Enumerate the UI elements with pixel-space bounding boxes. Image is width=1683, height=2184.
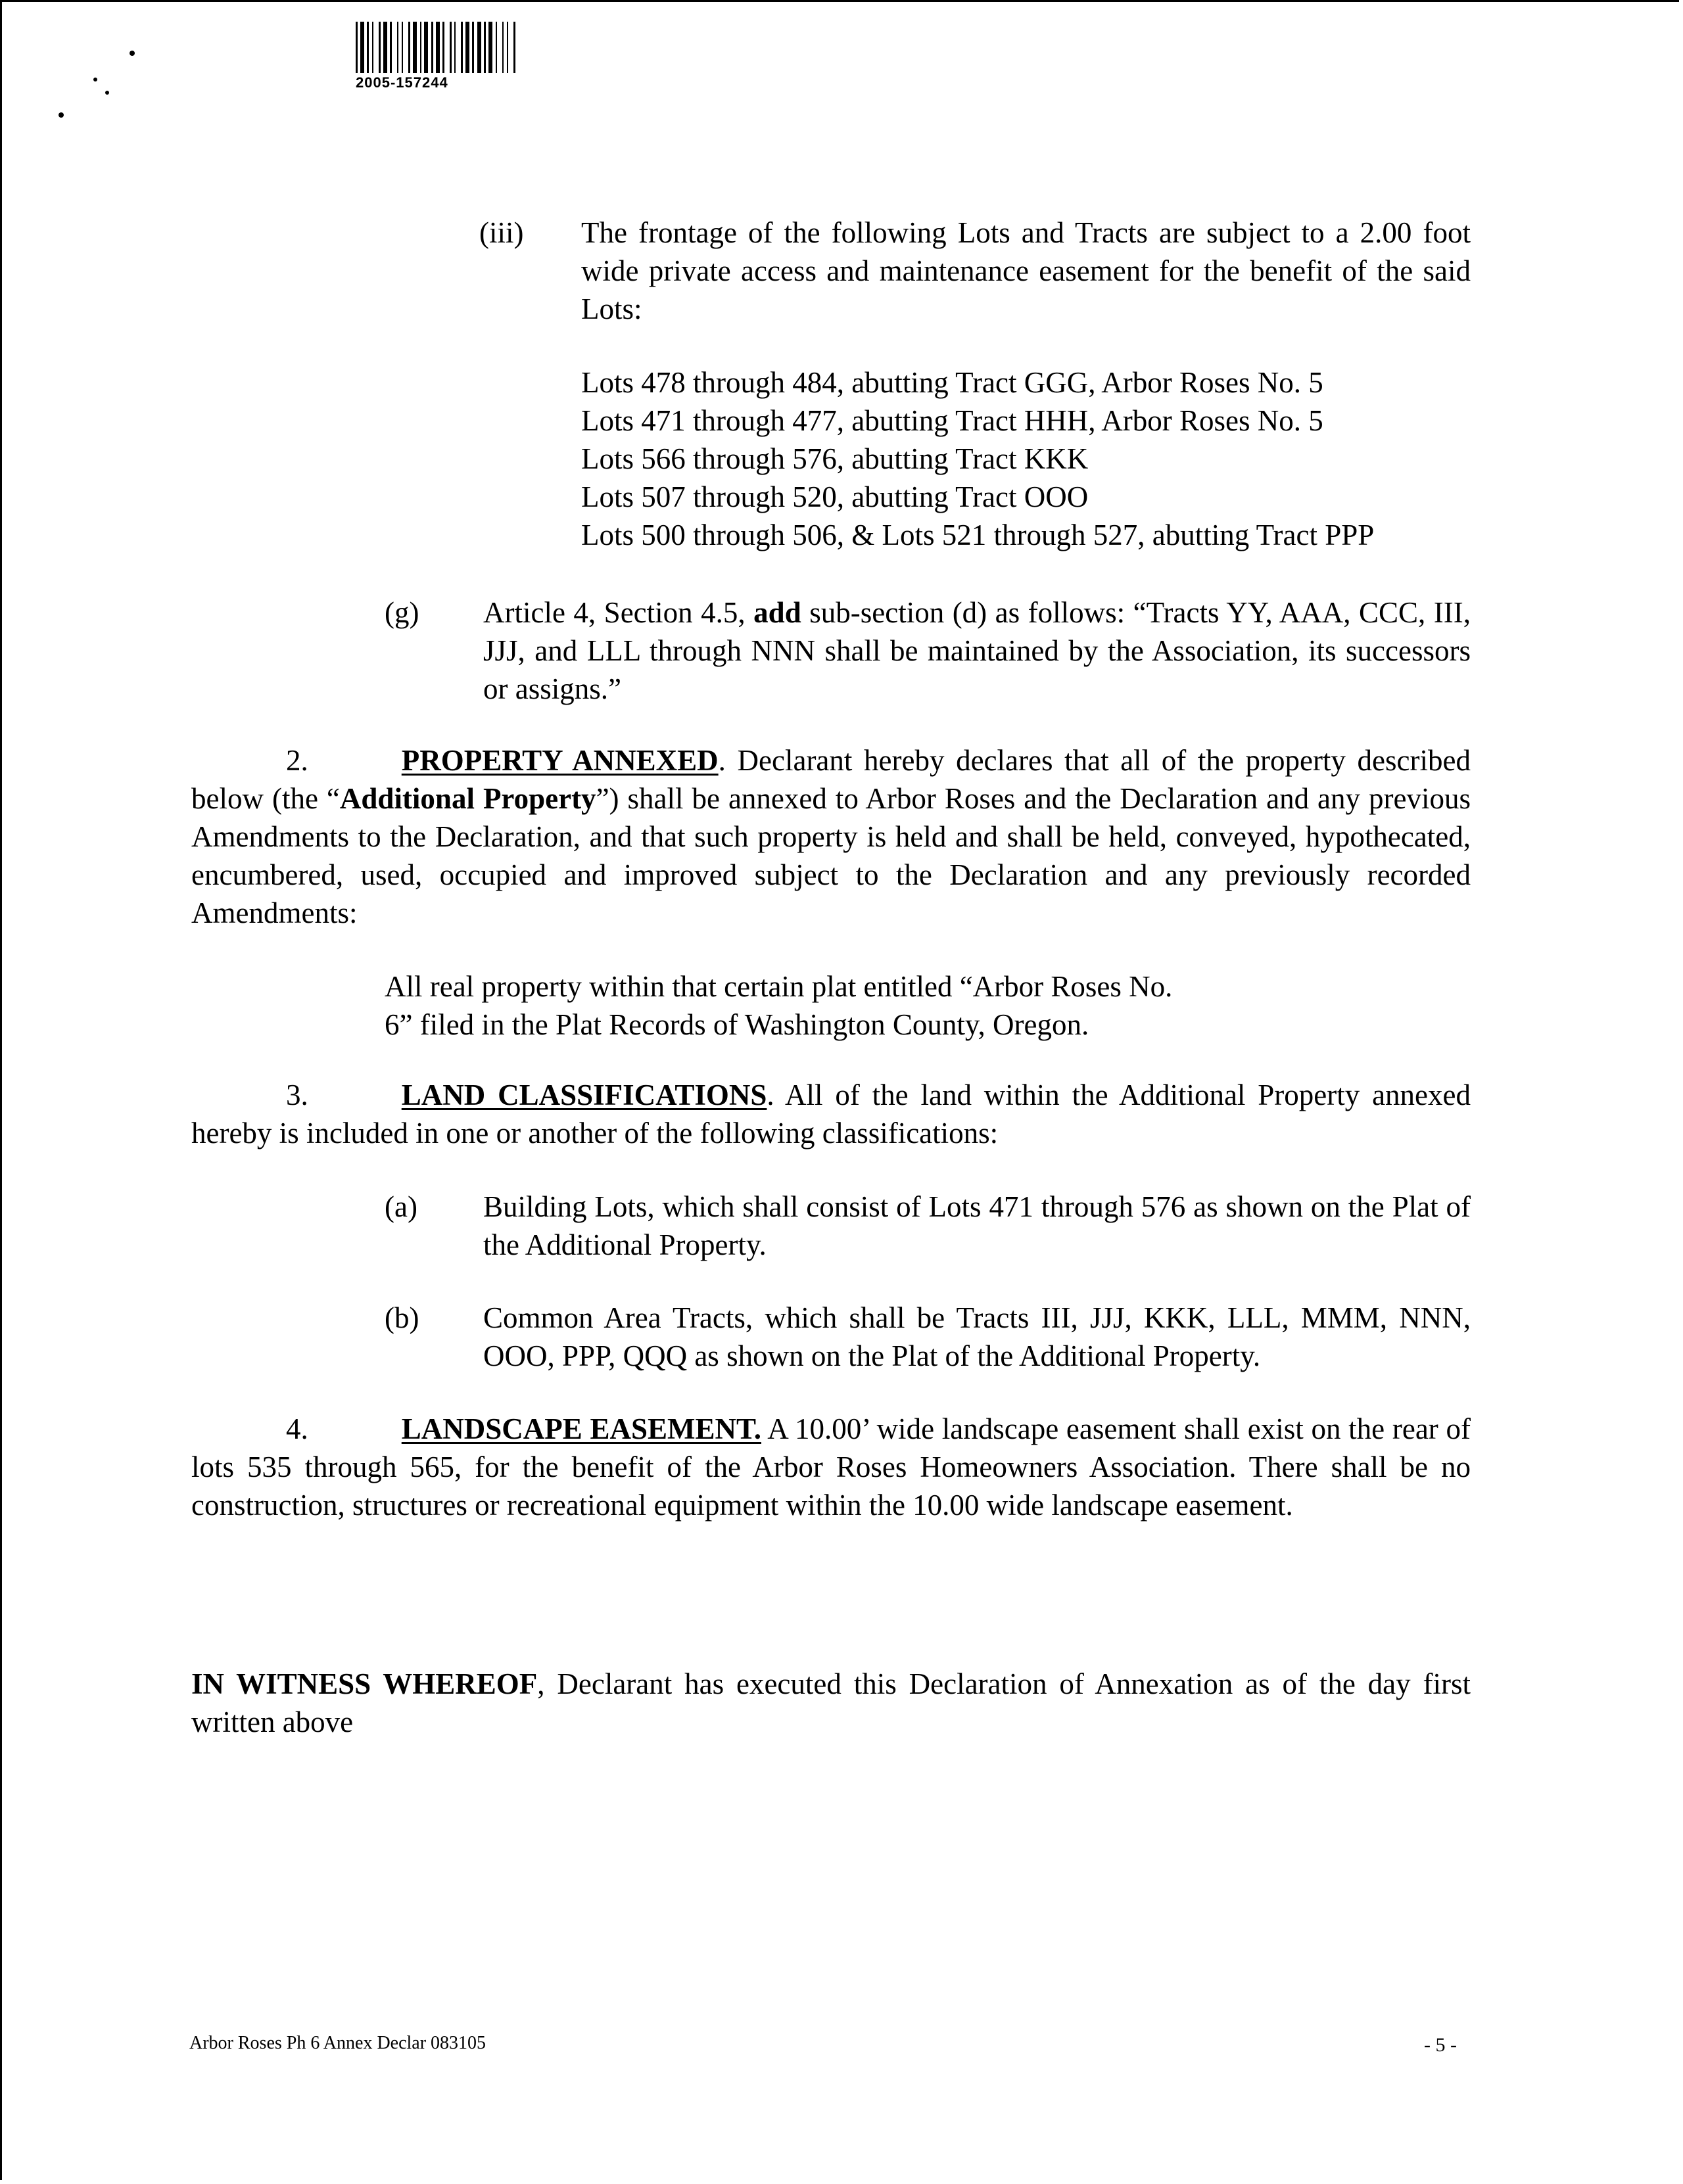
list-item: Lots 471 through 477, abutting Tract HHH, Arbor Roses No. 5 [581, 404, 1323, 437]
section-2-heading: PROPERTY ANNEXED [401, 744, 719, 777]
item-g-label: (g) [385, 596, 419, 629]
section-3-number: 3. [286, 1079, 308, 1111]
plat-reference: All real property within that certain plat entitled “Arbor Roses No. 6” filed in the Plat Records of Washington County, Oregon. [385, 970, 1173, 1041]
record-barcode [356, 22, 665, 91]
item-a-text: Building Lots, which shall consist of Lots 471 through 576 as shown on the Plat of the Additional Property. [483, 1190, 1471, 1261]
page-number: - 5 - [1424, 2034, 1457, 2056]
record-number: 2005-157244 [356, 74, 448, 91]
list-item: Lots 478 through 484, abutting Tract GGG, Arbor Roses No. 5 [581, 366, 1323, 399]
barcode-icon [356, 22, 665, 74]
item-a-label: (a) [385, 1190, 417, 1223]
section-4-number: 4. [286, 1412, 308, 1445]
section-4-heading: LANDSCAPE EASEMENT. [401, 1412, 761, 1445]
witness-clause: IN WITNESS WHEREOF, Declarant has executed this Declaration of Annexation as of the day first written above [191, 1667, 1471, 1738]
scan-specks-icon [41, 35, 147, 120]
item-b-label: (b) [385, 1301, 419, 1334]
section-2-paragraph: 2. PROPERTY ANNEXED. Declarant hereby declares that all of the property described below (the “Additional Property”) shall be annexed to Arbor Roses and the Declaration and any previous Amendments to the Declaration, and that such property is held and shall be held, conveyed, hypothecated, encumbered, used, occupied and improved subject to the Declaration and any previously recorded Amendments: [191, 744, 1471, 929]
section-3-paragraph: 3. LAND CLASSIFICATIONS. All of the land within the Additional Property annexed hereby is included in one or another of the following classifications: [191, 1079, 1471, 1150]
subitem-iii-text: The frontage of the following Lots and Tracts are subject to a 2.00 foot wide private access and maintenance easement for the benefit of the said Lots: [581, 216, 1471, 325]
list-item: Lots 566 through 576, abutting Tract KKK [581, 442, 1089, 475]
item-b-text: Common Area Tracts, which shall be Tracts III, JJJ, KKK, LLL, MMM, NNN, OOO, PPP, QQQ as shown on the Plat of the Additional Property. [483, 1301, 1471, 1372]
section-4-paragraph: 4. LANDSCAPE EASEMENT. A 10.00’ wide landscape easement shall exist on the rear of lots 535 through 565, for the benefit of the Arbor Roses Homeowners Association. There shall be no construction, structures or recreational equipment within the 10.00 wide landscape easement. [191, 1412, 1471, 1522]
section-3-heading: LAND CLASSIFICATIONS [401, 1079, 767, 1111]
list-item: Lots 507 through 520, abutting Tract OOO [581, 480, 1089, 513]
subitem-iii-label: (iii) [479, 216, 524, 249]
list-item: Lots 500 through 506, & Lots 521 through 527, abutting Tract PPP [581, 519, 1375, 551]
section-2-number: 2. [286, 744, 308, 777]
lot-list [581, 363, 1374, 554]
item-g-text: Article 4, Section 4.5, add sub-section (d) as follows: “Tracts YY, AAA, CCC, III, JJJ, and LLL through NNN shall be maintained by the Association, its successors or assigns.” [483, 596, 1471, 705]
footer-doc-reference: Arbor Roses Ph 6 Annex Declar 083105 [189, 2033, 486, 2053]
